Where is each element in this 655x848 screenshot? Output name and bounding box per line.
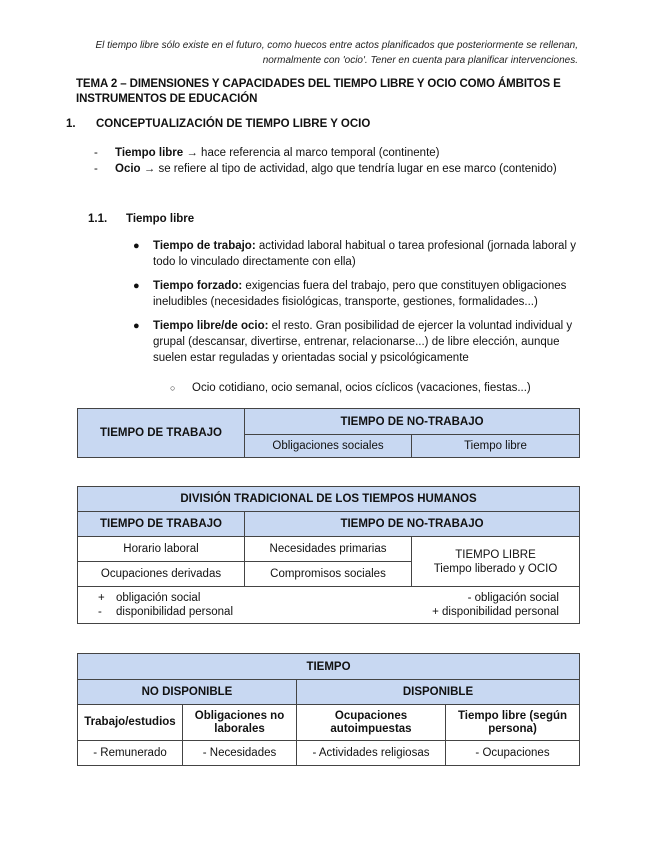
definition: actividad laboral habitual o tarea profesional (jornada laboral y todo lo vinculado directamente con ella) [153,240,576,268]
list-item [133,318,583,366]
term: Ocio [115,163,141,175]
list-item [133,238,583,270]
header-cell: DISPONIBLE [297,680,580,705]
sub-header-cell: Tiempo libre [412,435,580,458]
free-time-subtitle: Tiempo liberado y OCIO [433,562,558,575]
intro-quote: El tiempo libre sólo existe en el futuro, como huecos entre actos planificados que posteriormente se rellenan, normalmente con 'ocio'. Tener en cuenta para planificar intervenciones. [95,40,578,66]
section-1-1-heading [88,213,194,225]
footer-text: disponibilidad personal [116,606,233,618]
sub-bullet [170,380,531,396]
sub-bullet-text: Ocio cotidiano, ocio semanal, ocios cíclicos (vacaciones, fiestas...) [192,382,531,394]
list-item [94,145,594,161]
bullet-icon: ● [133,240,140,252]
dash-marker: - [94,163,98,175]
circle-bullet-icon: ○ [170,383,176,393]
list-item [94,161,594,177]
term: Tiempo libre [115,147,184,159]
table-cell: Necesidades primarias [245,537,412,562]
term: Tiempo de trabajo: [153,240,256,252]
section-1-1-number: 1.1. [88,213,108,225]
table-title-cell: DIVISIÓN TRADICIONAL DE LOS TIEMPOS HUMANOS [78,487,580,512]
definition: → hace referencia al marco temporal (continente) [183,147,440,159]
header-cell: TIEMPO DE NO-TRABAJO [245,409,580,435]
header-cell: TIEMPO DE TRABAJO [78,409,245,458]
work-time-table [77,408,580,458]
time-availability-table [77,653,580,766]
header-cell: NO DISPONIBLE [78,680,297,705]
footer-text: + disponibilidad personal [432,606,559,618]
column-header: Ocupaciones autoimpuestas [297,705,446,741]
sub-header-cell: Obligaciones sociales [245,435,412,458]
column-header: Trabajo/estudios [78,705,183,741]
bullet-icon: ● [133,280,140,292]
table-title-cell: TIEMPO [78,654,580,680]
table-cell: - Necesidades [183,741,297,766]
footer-text: - obligación social [467,592,559,604]
header-cell: TIEMPO DE TRABAJO [78,512,245,537]
table-cell: - Remunerado [78,741,183,766]
table-row [78,741,580,766]
traditional-division-table [77,486,580,624]
term: Tiempo forzado: [153,280,243,292]
section-1-title: CONCEPTUALIZACIÓN DE TIEMPO LIBRE Y OCIO [96,118,371,130]
time-types-list [133,238,583,374]
header-cell: TIEMPO DE NO-TRABAJO [245,512,580,537]
definition: exigencias fuera del trabajo, pero que constituyen obligaciones ineludibles (necesidades fisiológicas, transporte, gestiones, formalidades...) [153,280,567,308]
table-cell: Compromisos sociales [245,562,412,587]
free-time-title: TIEMPO LIBRE [455,548,536,561]
table-cell: Horario laboral [78,537,245,562]
table-cell: - Actividades religiosas [297,741,446,766]
table-footer-cell [78,587,580,624]
plus-marker: + [98,592,105,604]
topic-title: TEMA 2 – DIMENSIONES Y CAPACIDADES DEL TIEMPO LIBRE Y OCIO COMO ÁMBITOS E INSTRUMENTOS DE EDUCACIÓN [76,78,561,105]
column-header: Tiempo libre (según persona) [446,705,580,741]
minus-marker: - [98,606,102,618]
section-1-heading [66,118,370,130]
section-1-1-title: Tiempo libre [126,213,195,225]
table-cell [412,537,580,587]
definition: el resto. Gran posibilidad de ejercer la voluntad individual y grupal (descansar, divertirse, entrenar, relacionarse...) de libre elección, aunque suelen estar reguladas y orientadas social y psicológicamente [153,320,573,364]
term: Tiempo libre/de ocio: [153,320,269,332]
footer-text: obligación social [116,592,201,604]
bullet-icon: ● [133,320,140,332]
column-header: Obligaciones no laborales [183,705,297,741]
definition: → se refiere al tipo de actividad, algo que tendría lugar en ese marco (contenido) [140,163,557,175]
list-item [133,278,583,310]
table-cell: - Ocupaciones [446,741,580,766]
section-1-number: 1. [66,118,76,130]
table-cell: Ocupaciones derivadas [78,562,245,587]
definitions-list [94,145,594,177]
dash-marker: - [94,147,98,159]
